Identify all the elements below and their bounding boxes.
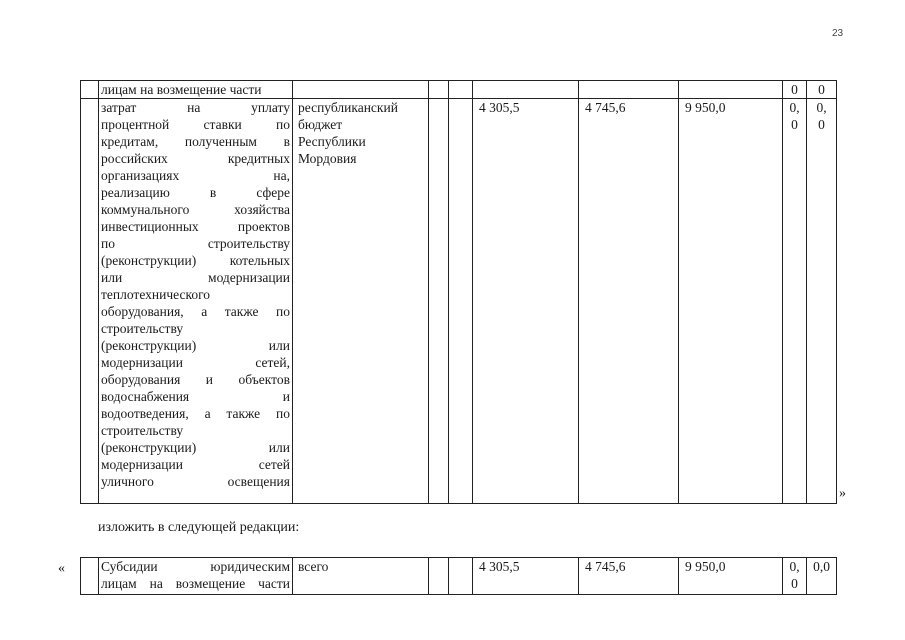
description-line: водоснабжения и xyxy=(101,389,290,404)
description-text: лицам на возмещение части xyxy=(101,82,262,97)
cell-line: 0, xyxy=(789,100,800,115)
description-line: оборудования и объектов xyxy=(101,372,290,387)
opening-quote: « xyxy=(58,561,65,576)
description-line: водоотведения, а также по xyxy=(101,406,290,421)
description-line: (реконструкции) или xyxy=(101,440,290,455)
description-line: строительству xyxy=(101,321,184,336)
amendment-statement: изложить в следующей редакции: xyxy=(98,520,300,535)
cell-line: 0, xyxy=(816,100,827,115)
description-line: лицам на возмещение части xyxy=(101,576,290,591)
description-line: (реконструкции) или xyxy=(101,338,290,353)
page-number: 23 xyxy=(832,28,844,39)
empty-cell xyxy=(429,81,449,99)
cell-line: 0 xyxy=(818,117,825,132)
value-cell: 9 950,0 xyxy=(679,558,783,595)
row-number-cell xyxy=(81,558,99,595)
value-cell xyxy=(473,81,579,99)
row-number-cell xyxy=(81,81,99,99)
description-line: модернизации сетей xyxy=(101,457,290,472)
value-cell xyxy=(679,81,783,99)
table-row xyxy=(81,99,837,504)
source-line: Мордовия xyxy=(298,151,357,166)
cell-line: 0 xyxy=(791,576,798,591)
table-row xyxy=(81,81,837,99)
budget-table-continued xyxy=(80,80,837,504)
source-line: республиканский xyxy=(298,100,398,115)
small-value-cell xyxy=(807,99,837,504)
description-line: оборудования, а также по xyxy=(101,304,290,319)
closing-quote: » xyxy=(839,486,846,501)
description-cell xyxy=(99,99,293,504)
budget-table-new xyxy=(80,557,837,595)
description-line: затрат на уплату xyxy=(101,100,290,115)
description-line: кредитам, полученным в xyxy=(101,134,290,149)
empty-cell xyxy=(449,99,473,504)
value-cell: 4 745,6 xyxy=(579,558,679,595)
source-cell xyxy=(293,81,429,99)
small-value-cell xyxy=(783,558,807,595)
description-line: модернизации сетей, xyxy=(101,355,290,370)
row-number-cell xyxy=(81,99,99,504)
cell-line: 0, xyxy=(789,559,800,574)
empty-cell xyxy=(429,558,449,595)
value-cell: 4 745,6 xyxy=(579,99,679,504)
description-line: (реконструкции) котельных xyxy=(101,253,290,268)
description-line: организациях на, xyxy=(101,168,290,183)
description-line: инвестиционных проектов xyxy=(101,219,290,234)
source-cell: всего xyxy=(293,558,429,595)
value-cell: 4 305,5 xyxy=(473,558,579,595)
description-line: уличного освещения xyxy=(101,474,290,489)
description-line: процентной ставки по xyxy=(101,117,290,132)
description-line: или модернизации xyxy=(101,270,290,285)
description-line: реализацию в сфере xyxy=(101,185,290,200)
empty-cell xyxy=(449,558,473,595)
small-value-cell: 0,0 xyxy=(807,558,837,595)
value-cell: 4 305,5 xyxy=(473,99,579,504)
description-line: Субсидии юридическим xyxy=(101,559,290,574)
table-row xyxy=(81,558,837,595)
description-line: коммунального хозяйства xyxy=(101,202,290,217)
value-cell xyxy=(579,81,679,99)
cell-line: 0 xyxy=(791,117,798,132)
description-line: российских кредитных xyxy=(101,151,290,166)
source-cell xyxy=(293,99,429,504)
description-line: по строительству xyxy=(101,236,290,251)
small-value-cell: 0 xyxy=(807,81,837,99)
description-cell xyxy=(99,81,293,99)
description-line: строительству xyxy=(101,423,184,438)
source-line: бюджет xyxy=(298,117,343,132)
description-line: теплотехнического xyxy=(101,287,211,302)
empty-cell xyxy=(429,99,449,504)
small-value-cell xyxy=(783,99,807,504)
empty-cell xyxy=(449,81,473,99)
value-cell: 9 950,0 xyxy=(679,99,783,504)
source-line: Республики xyxy=(298,134,366,149)
small-value-cell: 0 xyxy=(783,81,807,99)
description-cell xyxy=(99,558,293,595)
